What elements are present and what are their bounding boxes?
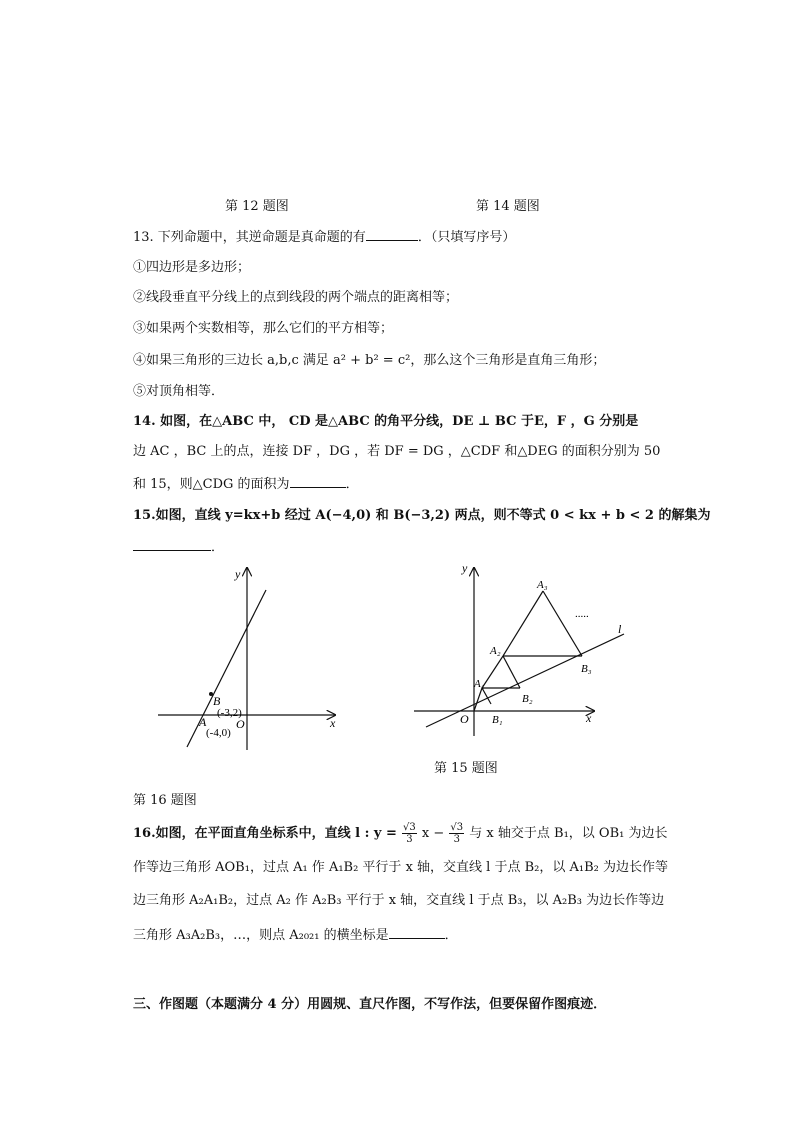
figure-q16-line (150, 560, 350, 760)
q13-stem-tail: ．（只填写序号） (417, 230, 516, 245)
q14-answer-blank[interactable] (290, 475, 346, 488)
label-dots: ..... (575, 608, 589, 620)
q13-option-3: ③如果两个实数相等，那么它们的平方相等； (133, 321, 394, 336)
q14-line-2: 边 AC ，BC 上的点，连接 DF ，DG ，若 DF = DG ，△CDF 和△DEG 的面积分别为 50 (133, 444, 661, 459)
numerator: √3 (403, 822, 416, 833)
q13-option-5: ⑤对顶角相等． (133, 384, 225, 399)
q14-line-1: 14. 如图，在△ABC 中， CD 是△ABC 的角平分线，DE ⊥ BC 于E，F ，G 分别是 (133, 414, 639, 429)
denominator: 3 (453, 834, 460, 845)
label-O: O (236, 717, 245, 731)
q13-stem (133, 228, 515, 246)
label-B-coord: (-3,2) (217, 707, 242, 719)
caption-fig16: 第 16 题图 (133, 793, 197, 808)
q15-stem (133, 508, 710, 524)
fraction-sqrt3-over-3-b (449, 822, 464, 845)
q13-option-2: ②线段垂直平分线上的点到线段的两个端点的距离相等； (133, 290, 459, 305)
q15-answer-line (133, 538, 224, 556)
q13-option-4: ④如果三角形的三边长 a,b,c 满足 a² + b² = c²，那么这个三角形是直角三角形； (133, 353, 606, 368)
q16-line-1-text: 16.如图，在平面直角坐标系中，直线 l : y = (133, 826, 397, 841)
q16-line-1-tail: 与 x 轴交于点 B₁，以 OB₁ 为边长 (469, 826, 668, 841)
segment-A2A3 (503, 591, 543, 656)
caption-fig15: 第 15 题图 (434, 761, 498, 776)
caption-fig14: 第 14 题图 (476, 199, 540, 214)
denominator: 3 (406, 834, 413, 845)
label-B2: B₂ (522, 693, 533, 705)
segment-A1A2 (482, 656, 503, 688)
q16-answer-blank[interactable] (389, 926, 445, 939)
label-B3: B₃ (581, 663, 592, 675)
q13-stem-text: 13. 下列命题中，其逆命题是真命题的有 (133, 230, 366, 245)
segment-A2B2 (503, 656, 520, 688)
label-x: x (586, 711, 592, 725)
q16-line-4-text: 三角形 A₃A₂B₃，…，则点 A₂₀₂₁ 的横坐标是 (133, 928, 389, 943)
label-x: x (330, 716, 336, 730)
q16-line-4 (133, 926, 458, 944)
label-B: B (213, 694, 221, 708)
label-O: O (460, 712, 469, 726)
numerator: √3 (450, 822, 464, 833)
label-y: y (462, 561, 468, 575)
label-y: y (235, 567, 241, 581)
label-A2: A₂ (490, 645, 501, 657)
label-A3: A₃ (537, 579, 548, 591)
fraction-sqrt3-over-3 (402, 822, 417, 845)
segment-A3B3 (543, 591, 582, 656)
label-B1: B₁ (492, 714, 503, 726)
q16-line-1 (133, 822, 667, 845)
q15-stem-text: 15.如图，直线 y=kx+b 经过 A(−4,0) 和 B(−3,2) 两点，则不等式 0 < kx + b < 2 的解集为 (133, 508, 711, 523)
q15-answer-blank[interactable] (133, 538, 211, 551)
q14-line-3-text: 和 15，则△CDG 的面积为 (133, 477, 290, 492)
triangle-1 (474, 688, 491, 711)
line-l (426, 634, 624, 727)
q15-tail: ． (211, 540, 225, 555)
label-A-coord: (-4,0) (206, 727, 231, 739)
q16-line-1-mid: x − (421, 826, 445, 841)
q13-answer-blank[interactable] (366, 228, 418, 241)
label-A1: A₁ (474, 678, 485, 690)
q14-line-3-tail: ． (345, 477, 359, 492)
label-A: A (199, 715, 207, 729)
q13-option-1: ①四边形是多边形； (133, 260, 251, 275)
q14-line-3 (133, 475, 359, 493)
section-3-heading: 三、作图题（本题满分 4 分）用圆规、直尺作图，不写作法，但要保留作图痕迹． (133, 997, 607, 1012)
caption-fig12: 第 12 题图 (225, 199, 289, 214)
q16-line-3: 边三角形 A₂A₁B₂，过点 A₂ 作 A₂B₃ 平行于 x 轴，交直线 l 于点 B₃，以 A₂B₃ 为边长作等边 (133, 893, 665, 908)
q16-line-2: 作等边三角形 AOB₁，过点 A₁ 作 A₁B₂ 平行于 x 轴，交直线 l 于点 B₂，以 A₁B₂ 为边长作等 (133, 860, 668, 875)
figure-q15-triangles (410, 560, 630, 750)
q16-line-4-tail: ． (444, 928, 458, 943)
label-l: l (618, 622, 622, 636)
